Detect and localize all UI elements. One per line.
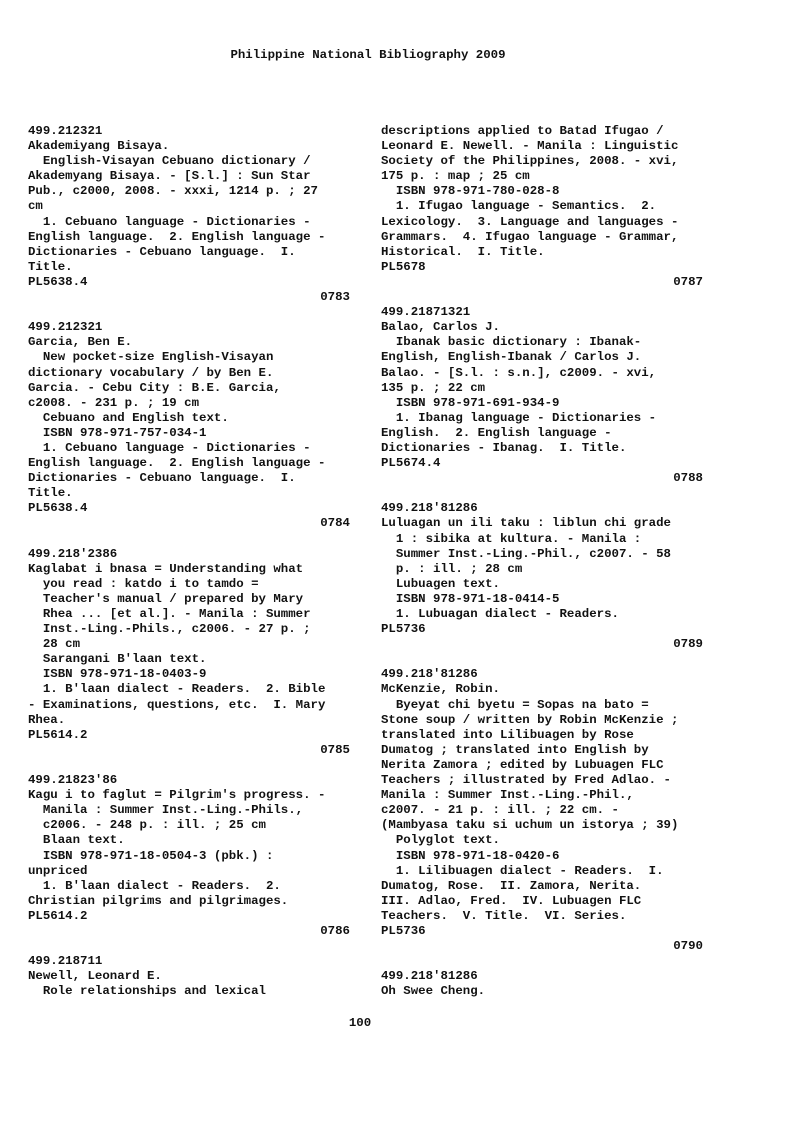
entry-line: 1. Ibanag language - Dictionaries - [381,410,657,425]
entry-line: Inst.-Ling.-Phils., c2006. - 27 p. ; [28,622,311,637]
entry-line: PL5736 [381,923,426,938]
entry-line: Historical. I. Title. [381,244,545,259]
entry-line: Dictionaries - Ibanag. I. Title. [381,440,627,455]
entry-line: Teacher's manual / prepared by Mary [28,591,304,606]
entry-line: Pub., c2000, 2008. - xxxi, 1214 p. ; 27 [28,184,318,199]
entry-line: Lubuagen text. [381,576,500,591]
entry-line: Manila : Summer Inst.-Ling.-Phils., [28,803,304,818]
entry-line: Byeyat chi byetu = Sopas na bato = [381,697,649,712]
entry-line: Dumatog, Rose. II. Zamora, Nerita. [381,878,642,893]
entry-line: Sarangani B'laan text. [28,652,207,667]
entry-spacer [28,758,358,773]
bibliography-entry [28,954,358,999]
entry-spacer [381,486,711,501]
bibliography-entry [28,547,358,758]
entry-line: Kaglabat i bnasa = Understanding what [28,561,304,576]
bibliography-entry [381,501,711,652]
entry-line: p. : ill. ; 28 cm [381,561,523,576]
entry-line: 135 p. ; 22 cm [381,380,486,395]
entry-line: PL5678 [381,259,426,274]
entry-line: unpriced [28,863,88,878]
entry-line: Summer Inst.-Ling.-Phil., c2007. - 58 [381,546,671,561]
bibliography-entry [381,124,711,290]
entry-line: 1. Cebuano language - Dictionaries - [28,440,311,455]
entry-spacer [28,305,358,320]
entry-line: - Examinations, questions, etc. I. Mary [28,697,326,712]
entry-line: Akademiyang Bisaya. [28,139,170,154]
entry-line: 1. Lilibuagen dialect - Readers. I. [381,863,664,878]
entry-line: Oh Swee Cheng. [381,984,486,999]
page-number: 100 [348,1016,372,1030]
entry-line: Ibanak basic dictionary : Ibanak- [381,335,642,350]
entry-line: Teachers ; illustrated by Fred Adlao. - [381,773,671,788]
entry-line: Lexicology. 3. Language and languages - [381,214,679,229]
entry-line: Manila : Summer Inst.-Ling.-Phil., [381,788,634,803]
entry-line: c2008. - 231 p. ; 19 cm [28,395,200,410]
entry-spacer [381,954,711,969]
entry-line: 1. Cebuano language - Dictionaries - [28,214,311,229]
page-header: Philippine National Bibliography 2009 [230,48,506,62]
entry-line: Rhea ... [et al.]. - Manila : Summer [28,607,311,621]
entry-line: Leonard E. Newell. - Manila : Linguistic [381,139,679,154]
classification-number: 499.218'81286 [381,501,478,516]
classification-number: 499.21823'86 [28,773,118,788]
entry-line: PL5736 [381,622,426,637]
entry-line: Polyglot text. [381,833,500,848]
entry-line: (Mambyasa taku si uchum un istorya ; 39) [381,818,679,833]
entry-line: PL5674.4 [381,456,441,471]
entry-line: Title. [28,259,73,274]
entry-line: c2006. - 248 p. : ill. ; 25 cm [28,818,266,833]
bibliography-entry [381,969,711,999]
entry-line: PL5614.2 [28,908,88,923]
entry-line: Akademyang Bisaya. - [S.l.] : Sun Star [28,169,311,184]
entry-line: McKenzie, Robin. [381,682,500,697]
entry-line: Stone soup / written by Robin McKenzie ; [381,712,679,727]
bibliography-entry [28,320,358,531]
entry-line: ISBN 978-971-18-0420-6 [381,848,560,863]
accession-number: 0786 [320,923,350,938]
entry-line: New pocket-size English-Visayan [28,350,274,365]
entry-line: translated into Lilibuagen by Rose [381,727,634,742]
entry-spacer [28,939,358,954]
entry-line: Kagu i to faglut = Pilgrim's progress. - [28,788,326,803]
entry-line: III. Adlao, Fred. IV. Lubuagen FLC [381,893,642,908]
entry-line: 1. Lubuagan dialect - Readers. [381,607,619,621]
accession-number: 0790 [673,939,703,954]
entry-line: ISBN 978-971-691-934-9 [381,395,560,410]
entry-line: English. 2. English language - [381,425,612,440]
entry-line: Role relationships and lexical [28,984,266,999]
classification-number: 499.212321 [28,124,103,138]
right-column [381,124,711,999]
entry-line: Garcia. - Cebu City : B.E. Garcia, [28,380,281,395]
entry-line: Teachers. V. Title. VI. Series. [381,908,627,923]
accession-number: 0789 [673,637,703,652]
entry-spacer [28,532,358,547]
entry-line: Title. [28,486,73,501]
entry-line: 1. Ifugao language - Semantics. 2. [381,199,657,214]
accession-number: 0785 [320,742,350,757]
bibliography-entry [28,124,358,305]
entry-line: Dictionaries - Cebuano language. I. [28,244,296,259]
classification-number: 499.218711 [28,954,103,969]
classification-number: 499.218'81286 [381,969,478,984]
entry-line: 1. B'laan dialect - Readers. 2. [28,878,281,893]
entry-line: PL5638.4 [28,501,88,516]
entry-line: 28 cm [28,637,81,652]
entry-line: Dumatog ; translated into English by [381,742,649,757]
classification-number: 499.218'2386 [28,546,118,561]
left-column [28,124,358,999]
entry-line: Grammars. 4. Ifugao language - Grammar, [381,229,679,244]
entry-line: Cebuano and English text. [28,410,229,425]
classification-number: 499.212321 [28,320,103,335]
entry-line: Garcia, Ben E. [28,335,133,350]
classification-number: 499.21871321 [381,305,471,320]
entry-line: ISBN 978-971-18-0403-9 [28,667,207,682]
entry-line: ISBN 978-971-757-034-1 [28,425,207,440]
entry-line: English-Visayan Cebuano dictionary / [28,154,311,169]
entry-line: Nerita Zamora ; edited by Lubuagen FLC [381,757,664,772]
entry-line: Luluagan un ili taku : liblun chi grade [381,516,671,531]
entry-spacer [381,652,711,667]
entry-line: English, English-Ibanak / Carlos J. [381,350,642,365]
entry-line: English language. 2. English language - [28,456,326,471]
entry-line: Newell, Leonard E. [28,969,162,984]
bibliography-entry [28,773,358,939]
accession-number: 0783 [320,290,350,305]
entry-line: PL5614.2 [28,727,88,742]
entry-line: you read : katdo i to tamdo = [28,576,259,591]
entry-line: ISBN 978-971-18-0414-5 [381,591,560,606]
bibliography-entry [381,667,711,954]
entry-line: ISBN 978-971-18-0504-3 (pbk.) : [28,848,274,863]
entry-line: 1 : sibika at kultura. - Manila : [381,531,642,546]
entry-line: Christian pilgrims and pilgrimages. [28,893,289,908]
accession-number: 0788 [673,471,703,486]
entry-line: Blaan text. [28,833,125,848]
entry-line: 175 p. : map ; 25 cm [381,169,530,184]
entry-line: PL5638.4 [28,274,88,289]
entry-line: ISBN 978-971-780-028-8 [381,184,560,199]
accession-number: 0784 [320,516,350,531]
entry-line: 1. B'laan dialect - Readers. 2. Bible [28,682,326,697]
bibliography-entry [381,305,711,486]
entry-line: Dictionaries - Cebuano language. I. [28,471,296,486]
entry-spacer [381,290,711,305]
entry-line: Society of the Philippines, 2008. - xvi, [381,154,679,169]
accession-number: 0787 [673,274,703,289]
entry-line: dictionary vocabulary / by Ben E. [28,365,274,380]
entry-line: cm [28,199,43,214]
entry-line: English language. 2. English language - [28,229,326,244]
entry-line: Rhea. [28,712,66,727]
classification-number: 499.218'81286 [381,667,478,682]
entry-line: c2007. - 21 p. : ill. ; 22 cm. - [381,803,619,818]
classification-number: descriptions applied to Batad Ifugao / [381,124,664,138]
entry-line: Balao, Carlos J. [381,320,500,335]
entry-line: Balao. - [S.l. : s.n.], c2009. - xvi, [381,365,657,380]
